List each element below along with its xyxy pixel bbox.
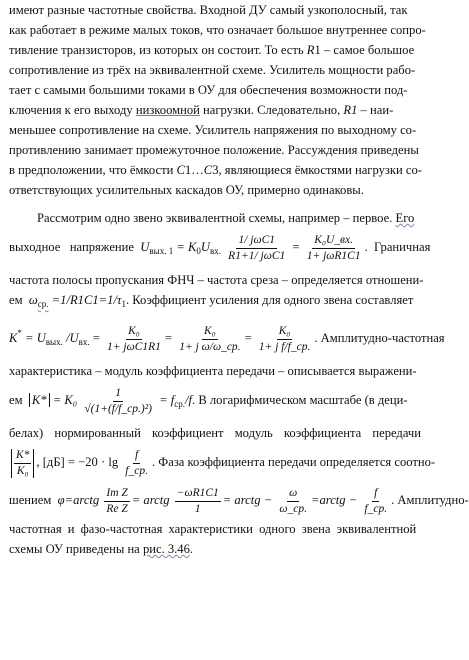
text: частота полосы пропускания ФНЧ – частота среза – определяется отношени- — [9, 273, 424, 287]
fraction — [104, 487, 129, 516]
superscript: * — [17, 328, 22, 338]
text: ответствующих усилительных каскадов ОУ, примерно одинаковы. — [9, 183, 364, 197]
formula-text: = f — [159, 393, 175, 407]
text: сопротивление из трёх на эквивалентной схеме. Усилитель мощности рабо- — [9, 63, 416, 77]
text: противлению занимает промежуточное положение. Рассуждения приведены — [9, 143, 419, 157]
text: напряжение — [69, 240, 134, 254]
text: ем — [9, 293, 23, 307]
formula-text: = K — [176, 240, 197, 254]
fraction — [82, 387, 154, 416]
var-u: U — [140, 240, 150, 254]
var-c: C — [176, 163, 185, 177]
text: характеристика – модуль коэффициента передачи – описывается выражени- — [9, 364, 417, 378]
formula-line — [9, 290, 451, 314]
denominator: 1+ jωC1R1 — [107, 340, 161, 353]
text-line — [9, 539, 451, 559]
subscript: ср. — [174, 399, 186, 409]
formula-text: =1/R1C1=1/τ — [48, 293, 122, 307]
text: Рассмотрим одно звено эквивалентной схемы, например – первое. — [37, 211, 393, 225]
text: 1… — [184, 163, 204, 177]
numerator: K₀ — [126, 325, 142, 340]
underlined-word: низкоомной — [135, 103, 200, 117]
fraction — [305, 234, 363, 263]
figure-link[interactable]: рис. 3.46 — [142, 542, 190, 556]
formula-text: =arctg − — [310, 493, 358, 507]
text-line — [9, 20, 451, 40]
subscript: ср. — [37, 299, 49, 309]
text: как работает в режиме малых токов, что означает большое внутреннее сопро- — [9, 23, 426, 37]
text: выходное — [9, 240, 61, 254]
formula-line — [9, 481, 469, 519]
formula-text: = K₀ — [52, 393, 78, 407]
denominator: ω_ср. — [279, 502, 307, 515]
subscript: вых. — [45, 337, 63, 347]
text: белах) нормированный коэффициент модуль коэффициента передачи — [9, 426, 421, 440]
text: . Коэффициент усиления для одного звена составляет — [125, 293, 414, 307]
var-u: U — [200, 240, 211, 254]
numerator: K₀ — [277, 325, 293, 340]
text: – самое большое — [320, 43, 415, 57]
text-line — [9, 80, 451, 100]
text-line — [9, 140, 451, 160]
text-line — [9, 100, 451, 120]
text-line — [9, 120, 451, 140]
subscript: 1 — [121, 299, 126, 309]
paragraph-1 — [9, 0, 451, 200]
denominator: f_ср. — [364, 502, 388, 515]
text-line — [9, 60, 451, 80]
text-line — [9, 40, 451, 60]
var-r1: R1 — [343, 103, 358, 117]
formula-text: = arctg — [131, 493, 170, 507]
fraction — [257, 325, 313, 354]
text: . Фаза коэффициента передачи определяется соотно- — [151, 455, 436, 469]
denominator: √(1+(f/f_ср.)²) — [84, 402, 152, 415]
text-line — [9, 361, 451, 381]
numerator: f — [372, 487, 379, 502]
text: нагрузки. Следовательно, — [199, 103, 344, 117]
denominator: R1+1/ jωC1 — [228, 249, 286, 262]
fraction — [105, 325, 163, 354]
text: 3 — [212, 163, 219, 177]
text-line — [9, 270, 451, 290]
fraction — [362, 487, 389, 516]
denominator: Re Z — [106, 502, 128, 515]
text: тает с самыми большими токами в ОУ для обеспечения возможности под- — [9, 83, 408, 97]
formula-text: φ=arctg — [57, 493, 100, 507]
numerator: K₀U_вх. — [312, 234, 355, 249]
text: . — [189, 542, 194, 556]
text: . Амплитудно-частотная — [314, 331, 445, 345]
text: ключения к его выходу — [9, 103, 136, 117]
text-line — [9, 180, 451, 200]
formula-text: /U — [62, 331, 79, 345]
text: шением — [9, 493, 52, 507]
text: меньшее сопротивление на схеме. Усилитель напряжения по выходному со- — [9, 123, 417, 137]
numerator: 1/ jωC1 — [236, 234, 277, 249]
numerator: K₀ — [202, 325, 218, 340]
text: схемы ОУ приведены на — [9, 542, 140, 556]
formula-text: = U — [21, 331, 46, 345]
numerator: f — [133, 449, 140, 464]
abs-k-star: K* — [29, 393, 50, 407]
subscript: вх. — [210, 246, 222, 256]
fraction — [226, 234, 287, 263]
numerator: 1 — [113, 387, 123, 402]
numerator: Im Z — [104, 487, 129, 502]
numerator: K* — [14, 449, 31, 464]
fraction — [175, 487, 221, 516]
formula-line: выходное напряжение $U_{вых. 1} = K_0U_{вх.}$ $\frac{\text{1/ jωC1}}{\text{R1+1/ jωC1}}$ = $\frac{\text{K₀U\_вх.}}{\text{1+ jωR1C1}}$ . Граничная — [9, 233, 431, 262]
denominator: 1+ j f/f_ср. — [258, 340, 311, 353]
fraction — [277, 487, 309, 516]
text-line — [9, 208, 451, 228]
denominator: 1+ j ω/ω_ср. — [179, 340, 241, 353]
formula-text: , [дБ] = −20 · lg — [36, 455, 119, 469]
text-line — [9, 519, 451, 539]
text-line — [9, 423, 451, 443]
formula-line — [9, 381, 451, 423]
text: Граничная — [374, 240, 431, 254]
text: . В логарифмическом масштабе (в деци- — [192, 393, 408, 407]
paragraph-2 — [9, 208, 469, 559]
var-k: K — [9, 331, 18, 345]
text: , являющиеся ёмкостями нагрузки со- — [218, 163, 422, 177]
fraction — [177, 325, 242, 354]
fraction — [11, 449, 34, 478]
denominator: 1+ jωR1C1 — [306, 249, 361, 262]
denominator: f_ср. — [125, 464, 148, 477]
numerator: −ωR1C1 — [175, 487, 221, 502]
formula-text: /f — [185, 393, 193, 407]
denominator: K₀ — [16, 464, 29, 477]
subscript: вх. — [78, 337, 90, 347]
fraction — [123, 449, 150, 478]
text-line — [9, 0, 451, 20]
var-c: C — [203, 163, 213, 177]
numerator: ω — [287, 487, 299, 502]
text: 1 — [314, 43, 321, 57]
text: ем — [9, 393, 23, 407]
text: частотная и фазо-частотная характеристики одного звена эквивалентной — [9, 522, 417, 536]
text: – наи- — [357, 103, 394, 117]
underlined-word: Его — [395, 211, 415, 225]
denominator: 1 — [194, 502, 201, 515]
formula-text: = — [292, 240, 300, 254]
formula-text: = arctg − — [222, 493, 273, 507]
text: тивление транзисторов, из которых он состоит. То есть — [9, 43, 307, 57]
formula-line: $K^* = U_{вых.}$ $/U_{вх.}$ = $\frac{\text{K₀}}{\text{1+ jωC1R1}}$ = $\frac{\text{K₀}}{\text{1+ j ω/ω\_ср.}}$ = $\frac{\text{K₀}}{\text{1+ j f/f\_ср.}}$ . Амплитудно-частотная — [9, 324, 445, 353]
text: . Амплитудно- — [391, 493, 469, 507]
text-line — [9, 160, 451, 180]
text: в предположении, что ёмкости — [9, 163, 177, 177]
var-r: R — [306, 43, 315, 57]
text: имеют разные частотные свойства. Входной ДУ самый узкополосный, так — [9, 3, 408, 17]
formula-line — [9, 443, 451, 481]
subscript: вых. 1 — [149, 246, 174, 256]
subscript: 0 — [196, 246, 201, 256]
var-omega: ω — [28, 293, 38, 307]
formula-text: = — [89, 331, 100, 345]
